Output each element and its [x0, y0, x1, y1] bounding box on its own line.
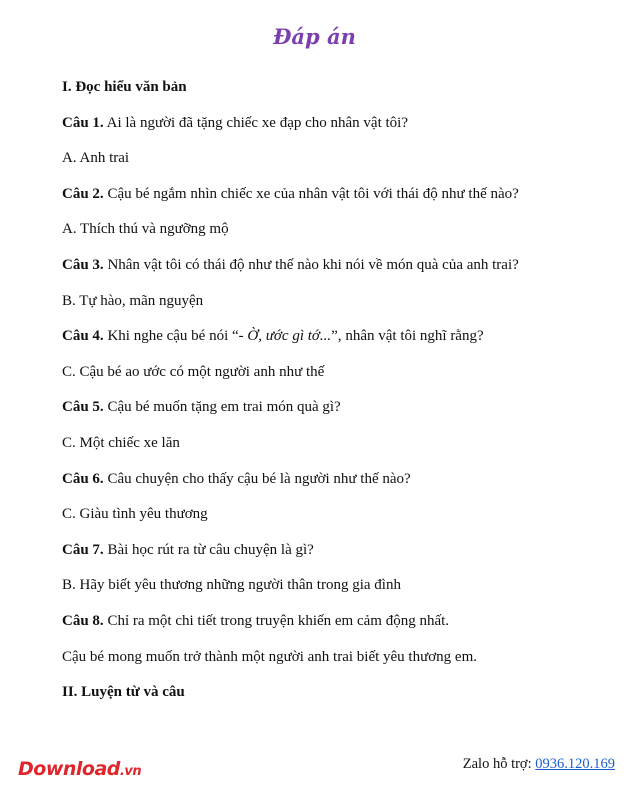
- question-label: Câu 6.: [62, 470, 104, 487]
- question-quote: - Ờ, ước gì tớ...: [238, 328, 332, 345]
- question-5: [62, 398, 622, 416]
- answer-4: C. Cậu bé ao ước có một người anh như thế: [62, 363, 325, 380]
- section-heading-reading: I. Đọc hiểu văn bản: [62, 79, 187, 95]
- logo-domain: .vn: [119, 764, 142, 779]
- question-3: [62, 256, 622, 274]
- answer-1: A. Anh trai: [62, 150, 130, 167]
- question-text-before: Khi nghe cậu bé nói “: [107, 328, 239, 345]
- section-heading-vocab: II. Luyện từ và câu: [62, 684, 185, 701]
- question-label: Câu 5.: [62, 399, 104, 416]
- answer-3: B. Tự hào, mãn nguyện: [62, 292, 204, 309]
- page-title: Đáp án: [273, 24, 356, 49]
- question-4: [62, 327, 622, 345]
- question-label: Câu 4.: [62, 328, 104, 345]
- answer-2: A. Thích thú và ngưỡng mộ: [62, 221, 229, 238]
- support-phone-link[interactable]: 0936.120.169: [535, 756, 615, 772]
- answer-5: C. Một chiếc xe lăn: [62, 434, 180, 451]
- download-logo[interactable]: [18, 758, 141, 780]
- support-label: Zalo hỗ trợ:: [462, 756, 536, 772]
- question-7: [62, 541, 622, 559]
- question-text: Cậu bé ngắm nhìn chiếc xe của nhân vật tôi với thái độ như thế nào?: [107, 185, 519, 202]
- question-label: Câu 1.: [62, 114, 104, 131]
- answer-content: [62, 78, 622, 719]
- answer-6: C. Giàu tình yêu thương: [62, 506, 208, 523]
- question-8: [62, 612, 622, 630]
- question-label: Câu 8.: [62, 612, 104, 629]
- question-text: Cậu bé muốn tặng em trai món quà gì?: [107, 399, 341, 416]
- question-text: Câu chuyện cho thấy cậu bé là người như thế nào?: [107, 470, 411, 487]
- question-text-after: ”, nhân vật tôi nghĩ rằng?: [331, 328, 484, 345]
- answer-7: B. Hãy biết yêu thương những người thân trong gia đình: [62, 577, 401, 594]
- question-label: Câu 2.: [62, 185, 104, 202]
- question-1: [62, 114, 622, 132]
- question-label: Câu 7.: [62, 541, 104, 558]
- answer-8: Cậu bé mong muốn trở thành một người anh trai biết yêu thương em.: [62, 648, 477, 665]
- zalo-support: [463, 756, 615, 773]
- logo-text: Download: [18, 758, 120, 780]
- question-label: Câu 3.: [62, 256, 104, 273]
- question-2: [62, 185, 622, 203]
- question-text: Bài học rút ra từ câu chuyện là gì?: [107, 541, 314, 558]
- question-6: [62, 470, 622, 488]
- question-text: Nhân vật tôi có thái độ như thế nào khi nói về món quà của anh trai?: [107, 256, 519, 273]
- question-text: Ai là người đã tặng chiếc xe đạp cho nhân vật tôi?: [106, 114, 409, 131]
- question-text: Chỉ ra một chi tiết trong truyện khiến em cảm động nhất.: [107, 612, 450, 629]
